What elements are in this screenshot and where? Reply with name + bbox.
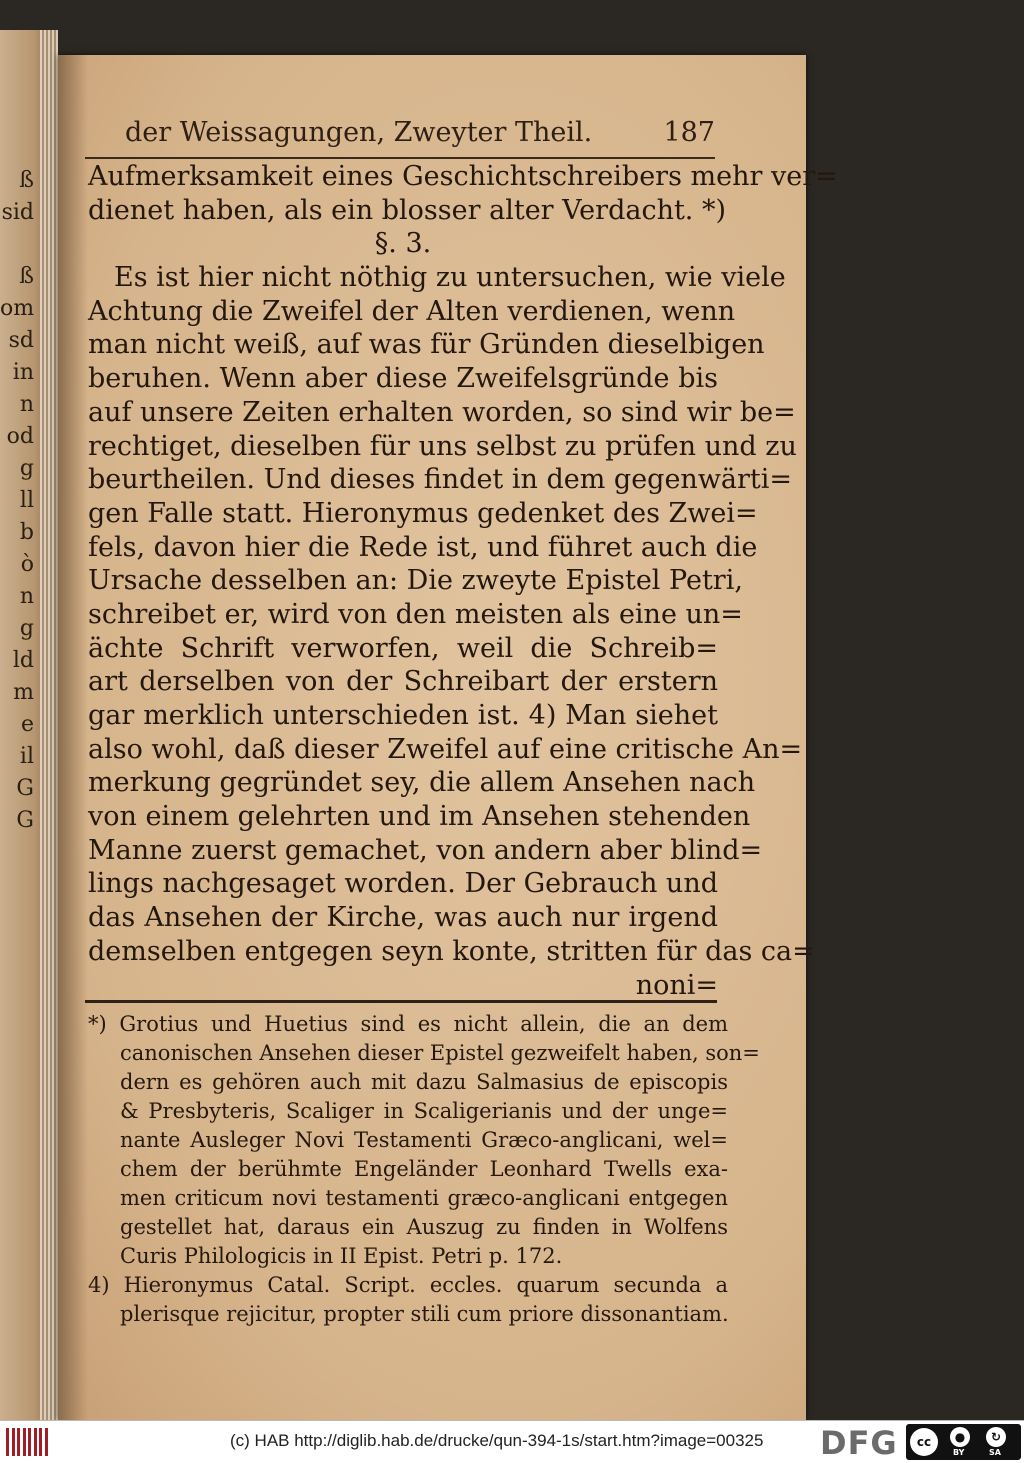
by-person-icon: ● <box>950 1427 970 1447</box>
fragment: om <box>0 296 34 321</box>
fragment <box>0 229 34 261</box>
footnote-line: & Presbyteris, Scaliger in Scaligerianis und der unge= <box>120 1099 728 1123</box>
body-line: beurtheilen. Und dieses findet in dem gegenwärti= <box>88 464 793 496</box>
license-sa-label: SA <box>989 1448 1001 1457</box>
body-line: Aufmerksamkeit eines Geschichtschreibers mehr ver= <box>88 161 838 192</box>
body-line: das Ansehen der Kirche, was auch nur irgend <box>88 902 718 934</box>
body-line: Es ist hier nicht nöthig zu untersuchen, wie viele <box>114 262 786 294</box>
footnote-line: canonischen Ansehen dieser Epistel gezweifelt haben, son= <box>120 1041 760 1065</box>
body-line: gen Falle statt. Hieronymus gedenket des Zwei= <box>88 497 758 529</box>
hab-barcode-logo-icon <box>4 1426 52 1458</box>
page-number: 187 <box>663 117 715 148</box>
footnote-line: gestellet hat, daraus ein Auszug zu finden in Wolfens <box>120 1215 728 1239</box>
fragment: G <box>16 808 34 833</box>
fragment: ò <box>20 552 34 577</box>
fragment: ß <box>19 264 34 289</box>
fragment: il <box>19 744 34 769</box>
fragment: g <box>19 616 34 641</box>
previous-page-fragments <box>0 165 34 837</box>
body-line: merkung gegründet sey, die allem Ansehen nach <box>88 767 756 799</box>
fragment: sd <box>8 328 34 353</box>
body-line: man nicht weiß, auf was für Gründen dieselbigen <box>88 329 765 361</box>
fragment: G <box>16 776 34 801</box>
footnote-line: nante Ausleger Novi Testamenti Græco-anglicani, wel= <box>120 1128 728 1152</box>
body-line: Manne zuerst gemachet, von andern aber blind= <box>88 834 763 866</box>
fragment: ß <box>19 168 34 193</box>
body-text <box>88 160 838 1002</box>
fragment: n <box>19 392 34 417</box>
fragment: in <box>12 360 34 385</box>
body-line: gar merklich unterschieden ist. 4) Man siehet <box>88 700 718 731</box>
body-line: dienet haben, als ein blosser alter Verdacht. *) <box>88 194 727 226</box>
catchword: noni= <box>635 969 718 1001</box>
footnote-line: dern es gehören auch mit dazu Salmasius de episcopis <box>120 1070 728 1094</box>
copyright-credit: (c) HAB http://diglib.hab.de/drucke/qun-394-1s/start.htm?image=00325 <box>230 1431 764 1450</box>
footnotes <box>88 1010 760 1329</box>
body-line: fels, davon hier die Rede ist, und führet auch die <box>88 531 758 563</box>
fragment: od <box>6 424 34 449</box>
body-line: rechtiget, dieselben für uns selbst zu prüfen und zu <box>88 430 797 462</box>
body-line: auf unsere Zeiten erhalten worden, so sind wir be= <box>88 396 796 428</box>
section-heading: §. 3. <box>374 228 432 260</box>
body-line: beruhen. Wenn aber diese Zweifelsgründe bis <box>88 363 718 395</box>
body-line: demselben entgegen seyn konte, stritten für das ca= <box>88 935 815 967</box>
body-line: also wohl, daß dieser Zweifel auf eine critische An= <box>88 733 803 765</box>
fragment: sid <box>1 200 34 225</box>
body-line: schreibet er, wird von den meisten als eine un= <box>88 598 743 630</box>
body-line: lings nachgesaget worden. Der Gebrauch und <box>88 868 718 900</box>
fragment: m <box>13 680 34 705</box>
footer-bar <box>0 1420 1024 1463</box>
creative-commons-license-icon <box>906 1424 1021 1460</box>
running-head <box>125 117 715 157</box>
fragment: n <box>19 584 34 609</box>
fragment: g <box>19 456 34 481</box>
body-line: art derselben von der Schreibart der erstern <box>88 666 718 698</box>
cc-icon: cc <box>910 1428 938 1456</box>
footnote-line: 4) Hieronymus Catal. Script. eccles. quarum secunda a <box>88 1273 728 1297</box>
body-line: Ursache desselben an: Die zweyte Epistel Petri, <box>88 565 743 597</box>
fragment: e <box>20 712 34 737</box>
footnote-line: chem der berühmte Engeländer Leonhard Twells exa- <box>120 1157 728 1181</box>
fragment: ld <box>12 648 34 673</box>
license-by-label: BY <box>953 1448 965 1457</box>
footnote-rule <box>85 1000 717 1003</box>
fragment: ll <box>19 488 34 513</box>
body-line: Achtung die Zweifel der Alten verdienen, wenn <box>88 295 736 327</box>
footnote-line: men criticum novi testamenti græco-anglicani entgegen <box>120 1186 728 1210</box>
share-alike-icon: ↻ <box>986 1427 1006 1447</box>
page-gutter-shadow <box>58 55 88 1420</box>
book-fore-edge <box>40 30 58 1420</box>
body-line: ächte Schrift verworfen, weil die Schreib= <box>88 632 718 664</box>
head-rule <box>85 157 715 159</box>
footnote-line: *) Grotius und Huetius sind es nicht allein, die an dem <box>88 1012 728 1036</box>
dfg-logo: DFG <box>820 1424 898 1462</box>
footnote-line: plerisque rejicitur, propter stili cum priore dissonantiam. <box>120 1302 729 1326</box>
footnote-line: Curis Philologicis in II Epist. Petri p. 172. <box>120 1244 563 1268</box>
running-head-title: der Weissagungen, Zweyter Theil. <box>125 117 593 148</box>
body-line: von einem gelehrten und im Ansehen stehenden <box>88 801 751 833</box>
fragment: b <box>19 520 34 545</box>
